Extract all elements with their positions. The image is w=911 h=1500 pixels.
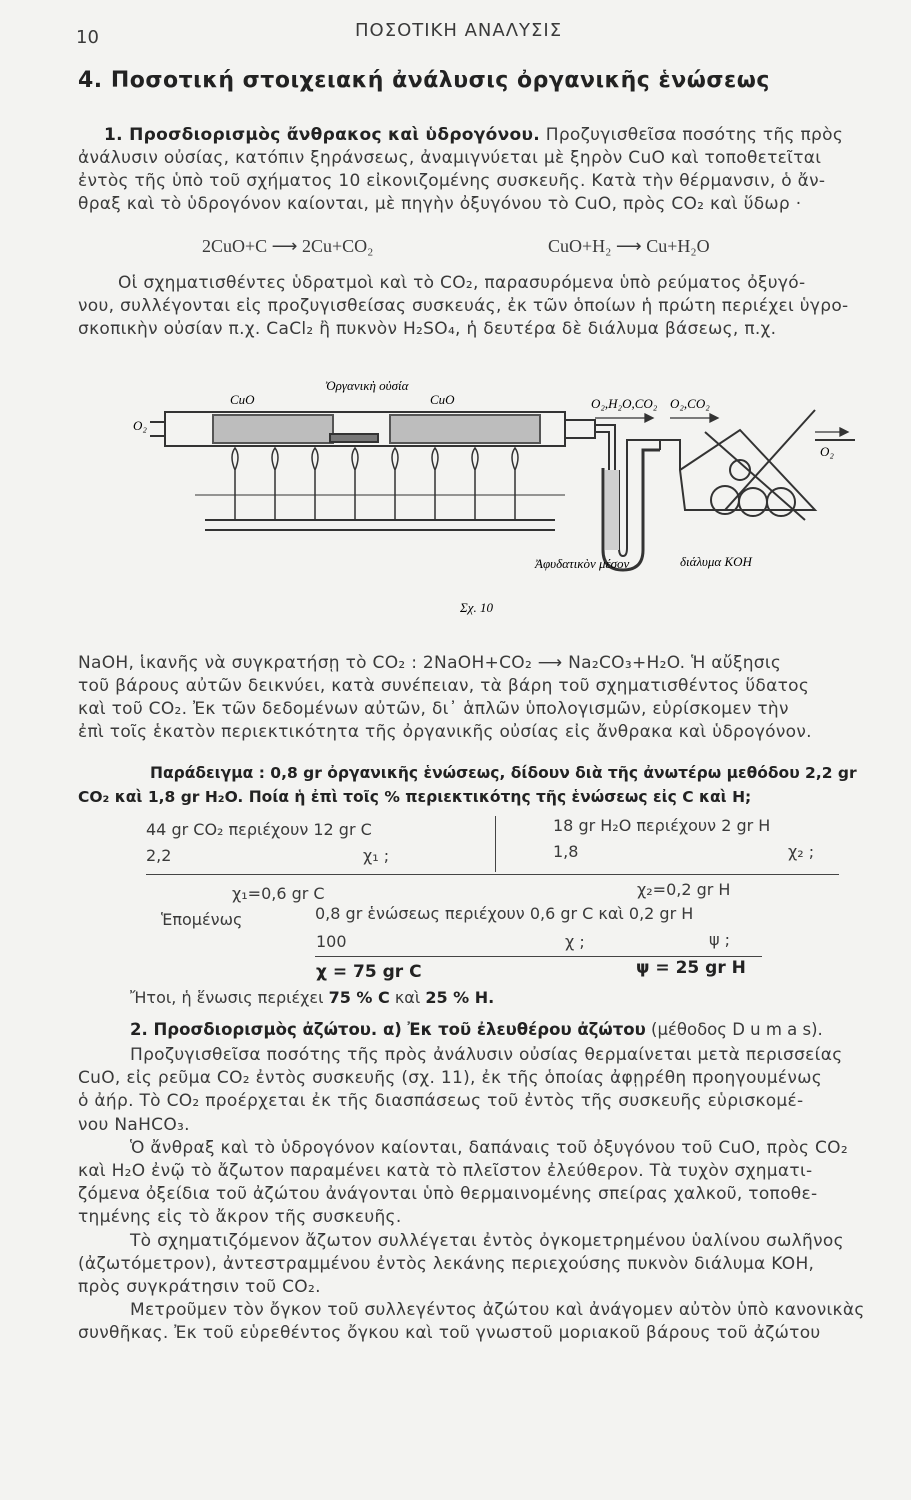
- calc-left-row-2b: χ₁ ;: [363, 846, 390, 865]
- burner-row: [232, 448, 518, 520]
- proportion-line-1: 0,8 gr ἑνώσεως περιέχουν 0,6 gr C καὶ 0,2 gr H: [315, 904, 694, 923]
- paragraph-line: NaOH, ἱκανῆς νὰ συγκρατήσῃ τὸ CO₂ : 2NaOH+CO₂ ⟶ Na₂CO₃+H₂O. Ἡ αὔξησις: [78, 653, 782, 673]
- calc-rule-2: [315, 956, 762, 957]
- paragraph-line: πρὸς συγκράτησιν τοῦ CO₂.: [78, 1277, 321, 1298]
- label-organic-substance: Ὀργανικὴ οὐσία: [325, 378, 409, 393]
- final-result-carbon: χ = 75 gr C: [316, 962, 422, 982]
- paragraph-line: Τὸ σχηματιζόμενον ἄζωτον συλλέγεται ἐντὸς ὀγκομετρημένου ὑαλίνου σωλῆνος: [130, 1230, 844, 1251]
- example-line-1: Παράδειγμα : 0,8 gr ὀργανικῆς ἑνώσεως, δίδουν διὰ τῆς ἀνωτέρω μεθόδου 2,2 gr: [150, 764, 857, 782]
- paragraph-line: τημένης εἰς τὸ ἄκρον τῆς συσκευῆς.: [78, 1207, 402, 1228]
- page-number: 10: [76, 27, 99, 48]
- calc-left-row-1: 44 gr CO₂ περιέχουν 12 gr C: [146, 820, 372, 839]
- equation-carbon: 2CuO+C ⟶ 2Cu+CO₂: [202, 236, 374, 256]
- equation-hydrogen: CuO+H₂ ⟶ Cu+H₂O: [548, 236, 710, 256]
- paragraph-line: τοῦ βάρους αὐτῶν δεικνύει, κατὰ συνέπειαν, τὰ βάρη τοῦ σχηματισθέντος ὕδατος: [78, 676, 810, 696]
- calc-right-row-1: 18 gr H₂O περιέχουν 2 gr H: [553, 816, 771, 835]
- calc-left-row-2a: 2,2: [146, 846, 172, 865]
- figure-apparatus: [125, 370, 865, 620]
- label-o2-out: O₂: [820, 444, 834, 459]
- running-title: ΠΟΣΟΤΙΚΗ ΑΝΑΛΥΣΙΣ: [355, 20, 563, 41]
- paragraph-line: ἀνάλυσιν οὐσίας, κατόπιν ξηράνσεως, ἀναμιγνύεται μὲ ξηρὸν CuO καὶ τοποθετεῖται: [78, 148, 822, 168]
- calc-right-row-2b: χ₂ ;: [788, 842, 815, 861]
- figure-caption: Σχ. 10: [460, 600, 493, 615]
- paragraph-line: σκοπικὴν οὐσίαν π.χ. CaCl₂ ἢ πυκνὸν H₂SO₄, ἡ δευτέρα δὲ διάλυμα βάσεως, π.χ.: [78, 319, 777, 339]
- label-cuo-left: CuO: [230, 392, 255, 407]
- label-gases-in: O₂,H₂O,CO₂: [591, 396, 658, 411]
- conclusion-carbon-percent: 75 % C: [328, 988, 390, 1007]
- cuo-packing-right: [390, 415, 540, 443]
- label-drying-agent: Ἀφυδατικὸν μέσον: [535, 556, 630, 571]
- paragraph-line: θραξ καὶ τὸ ὑδρογόνον καίονται, μὲ πηγὴν ὀξυγόνου τὸ CuO, πρὸς CO₂ καὶ ὕδωρ ·: [78, 194, 802, 214]
- paragraph-line: 1. Προσδιορισμὸς ἄνθρακος καὶ ὑδρογόνου. Προζυγισθεῖσα ποσότης τῆς πρὸς: [104, 125, 844, 145]
- paragraph-line: CuO, εἰς ρεῦμα CO₂ ἐντὸς συσκευῆς (σχ. 11), ἐκ τῆς ὁποίας ἀφῃρέθη προηγουμένως: [78, 1068, 823, 1089]
- subsection-heading: 1. Προσδιορισμὸς ἄνθρακος καὶ ὑδρογόνου.: [104, 125, 541, 145]
- paragraph-line: Μετροῦμεν τὸν ὄγκον τοῦ συλλεγέντος ἀζώτου καὶ ἀνάγομεν αὐτὸν ὑπὸ κανονικὰς: [130, 1300, 865, 1321]
- label-o2-in: O₂: [133, 418, 147, 433]
- paragraph-line: ζόμενα ὀξείδια τοῦ ἀζώτου ἀνάγονται ὑπὸ θερμαινομένης σπείρας χαλκοῦ, τοποθε-: [78, 1184, 818, 1205]
- proportion-line-2c: ψ ;: [709, 930, 731, 949]
- conclusion-line: Ἤτοι, ἡ ἕνωσις περιέχει 75 % C καὶ 25 % H.: [130, 988, 495, 1007]
- calc-right-row-2a: 1,8: [553, 842, 579, 861]
- sample-boat: [330, 434, 378, 442]
- paragraph-line: ὁ ἀήρ. Τὸ CO₂ προέρχεται ἐκ τῆς διασπάσεως τοῦ ἐντὸς τῆς συσκευῆς εὑρισκομέ-: [78, 1091, 804, 1112]
- proportion-line-2b: χ ;: [565, 932, 585, 951]
- label-gases-out: O₂,CO₂: [670, 396, 710, 411]
- calc-rule-1: [146, 874, 839, 875]
- paragraph-line: καὶ H₂O ἐνῷ τὸ ἄζωτον παραμένει κατὰ τὸ πλεῖστον ἐλεύθερον. Τὰ τυχὸν σχηματι-: [78, 1161, 813, 1182]
- paragraph-line: ἐντὸς τῆς ὑπὸ τοῦ σχήματος 10 εἰκονιζομένης συσκευῆς. Κατὰ τὴν θέρμανσιν, ὁ ἄν-: [78, 171, 826, 191]
- paragraph-line: Οἱ σχηματισθέντες ὑδρατμοὶ καὶ τὸ CO₂, παρασυρόμενα ὑπὸ ρεύματος ὀξυγό-: [118, 273, 806, 293]
- subsection-2-heading-line: 2. Προσδιορισμὸς ἀζώτου. α) Ἐκ τοῦ ἐλευθέρου ἀζώτου (μέθοδος D u m a s).: [130, 1020, 823, 1039]
- paragraph-line: νου NaHCO₃.: [78, 1114, 190, 1135]
- paragraph-line: καὶ τοῦ CO₂. Ἐκ τῶν δεδομένων αὐτῶν, δι᾽ ἁπλῶν ὑπολογισμῶν, εὑρίσκομεν τὴν: [78, 699, 789, 719]
- cuo-packing-left: [213, 415, 333, 443]
- result-x1: χ₁=0,6 gr C: [232, 884, 325, 903]
- paragraph-line: νου, συλλέγονται εἰς προζυγισθείσας συσκευάς, ἐκ τῶν ὁποίων ἡ πρώτη περιέχει ὑγρο-: [78, 296, 849, 316]
- proportion-line-2a: 100: [316, 932, 347, 951]
- example-line-2: CO₂ καὶ 1,8 gr H₂O. Ποία ἡ ἐπὶ τοῖς % περιεκτικότης τῆς ἑνώσεως εἰς C καὶ H;: [78, 788, 752, 806]
- subsection-2-body: [78, 1044, 900, 1346]
- label-koh-solution: διάλυμα KOH: [680, 554, 752, 569]
- paragraph-line: Προζυγισθεῖσα ποσότης τῆς πρὸς ἀνάλυσιν οὐσίας θερμαίνεται μετὰ περισσείας: [130, 1045, 843, 1065]
- subsection-heading: 2. Προσδιορισμὸς ἀζώτου. α) Ἐκ τοῦ ἐλευθέρου ἀζώτου: [130, 1020, 646, 1039]
- paragraph-naoh: [78, 652, 900, 744]
- final-result-hydrogen: ψ = 25 gr H: [636, 958, 746, 978]
- subsection-1: [78, 124, 900, 216]
- therefore-label: Ἑπομένως: [161, 910, 243, 929]
- paragraph-line: ἐπὶ τοῖς ἑκατὸν περιεκτικότητα τῆς ὀργανικῆς οὐσίας εἰς ἄνθρακα καὶ ὑδρογόνον.: [78, 722, 812, 742]
- result-x2: χ₂=0,2 gr H: [637, 880, 731, 899]
- paragraph-absorption: [78, 272, 900, 341]
- label-cuo-right: CuO: [430, 392, 455, 407]
- paragraph-line: Ὁ ἄνθραξ καὶ τὸ ὑδρογόνον καίονται, δαπάναις τοῦ ὀξυγόνου τοῦ CuO, πρὸς CO₂: [130, 1137, 848, 1158]
- calc-divider: [495, 816, 496, 872]
- section-title: 4. Ποσοτική στοιχειακή ἀνάλυσις ὀργανικῆς ἑνώσεως: [78, 68, 770, 93]
- paragraph-line: συνθῆκας. Ἐκ τοῦ εὑρεθέντος ὄγκου καὶ τοῦ γνωστοῦ μοριακοῦ βάρους τοῦ ἀζώτου: [78, 1323, 821, 1344]
- conclusion-hydrogen-percent: 25 % H.: [425, 988, 495, 1007]
- paragraph-line: (ἀζωτόμετρον), ἀντεστραμμένου ἐντὸς λεκάνης περιεχούσης πυκνὸν διάλυμα KOH,: [78, 1253, 815, 1274]
